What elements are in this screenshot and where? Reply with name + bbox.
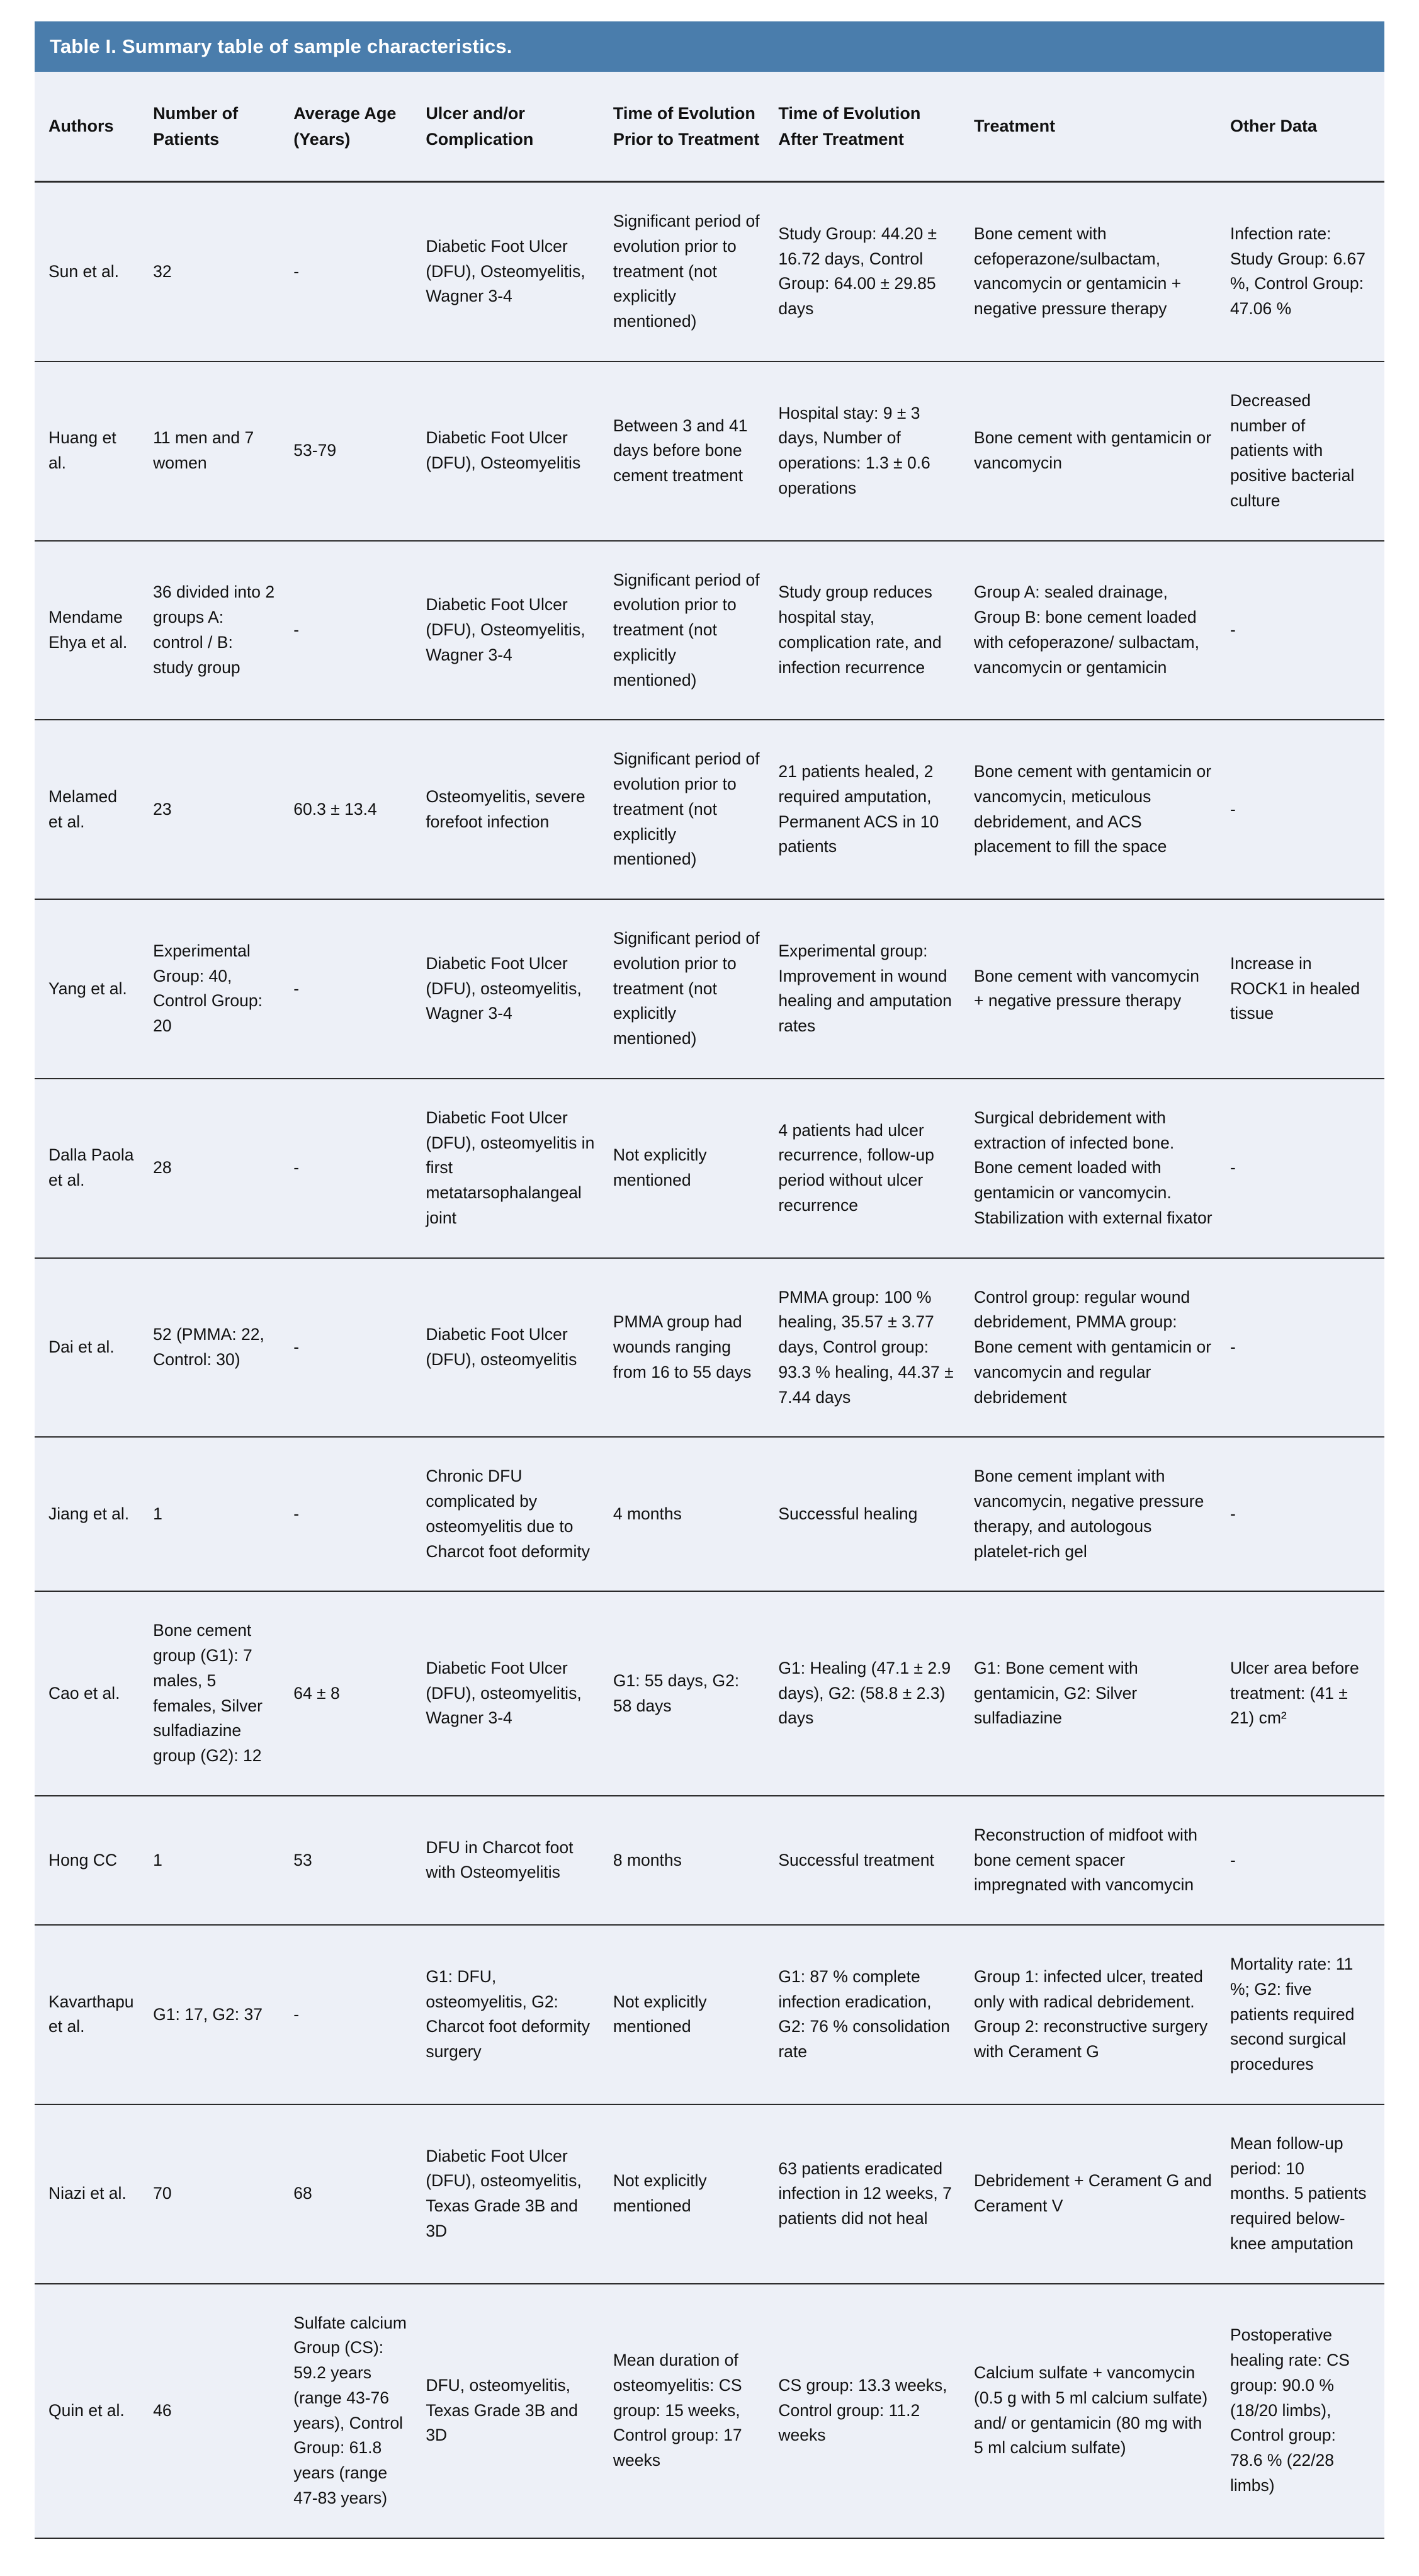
column-header-ulcer: Ulcer and/or Complication bbox=[426, 72, 613, 182]
table-cell: G1: DFU, osteomyelitis, G2: Charcot foot deformity surgery bbox=[426, 1925, 613, 2104]
table-cell: - bbox=[293, 1079, 426, 1258]
column-header-treatment: Treatment bbox=[974, 72, 1230, 182]
table-row bbox=[35, 541, 1384, 720]
table-cell: 68 bbox=[293, 2104, 426, 2284]
table-cell: - bbox=[293, 182, 426, 361]
table-cell: 36 divided into 2 groups A: control / B: study group bbox=[153, 541, 293, 720]
table-cell: G1: 87 % complete infection eradication, G2: 76 % consolidation rate bbox=[778, 1925, 974, 2104]
table-cell: DFU, osteomyelitis, Texas Grade 3B and 3D bbox=[426, 2284, 613, 2538]
table-cell: Increase in ROCK1 in healed tissue bbox=[1230, 899, 1384, 1079]
table-cell: PMMA group: 100 % healing, 35.57 ± 3.77 days, Control group: 93.3 % healing, 44.37 ± 7.44 days bbox=[778, 1258, 974, 1438]
table-cell: Bone cement implant with vancomycin, negative pressure therapy, and autologous platelet-rich gel bbox=[974, 1437, 1230, 1591]
table-cell: Significant period of evolution prior to treatment (not explicitly mentioned) bbox=[613, 720, 779, 899]
table-cell: Osteomyelitis, severe forefoot infection bbox=[426, 720, 613, 899]
table-cell: 4 patients had ulcer recurrence, follow-up period without ulcer recurrence bbox=[778, 1079, 974, 1258]
table-cell: 11 men and 7 women bbox=[153, 361, 293, 541]
table-header bbox=[35, 72, 1384, 182]
table-cell: 28 bbox=[153, 1079, 293, 1258]
table-title-bar bbox=[35, 21, 1384, 72]
table-cell: - bbox=[293, 1258, 426, 1438]
table-cell: 52 (PMMA: 22, Control: 30) bbox=[153, 1258, 293, 1438]
table-row bbox=[35, 720, 1384, 899]
table-title: Table I. Summary table of sample characteristics. bbox=[50, 35, 512, 57]
table-cell: Chronic DFU complicated by osteomyelitis due to Charcot foot deformity bbox=[426, 1437, 613, 1591]
table-cell: 63 patients eradicated infection in 12 weeks, 7 patients did not heal bbox=[778, 2104, 974, 2284]
table-cell: Dai et al. bbox=[35, 1258, 153, 1438]
column-header-authors: Authors bbox=[35, 72, 153, 182]
column-header-patients: Number of Patients bbox=[153, 72, 293, 182]
table-cell: 53-79 bbox=[293, 361, 426, 541]
column-header-other-data: Other Data bbox=[1230, 72, 1384, 182]
table-cell: Significant period of evolution prior to treatment (not explicitly mentioned) bbox=[613, 182, 779, 361]
table-cell: 46 bbox=[153, 2284, 293, 2538]
table-cell: G1: Healing (47.1 ± 2.9 days), G2: (58.8 ± 2.3) days bbox=[778, 1591, 974, 1796]
table-cell: 53 bbox=[293, 1796, 426, 1925]
table-cell: Diabetic Foot Ulcer (DFU), osteomyelitis bbox=[426, 1258, 613, 1438]
table-cell: Reconstruction of midfoot with bone cement spacer impregnated with vancomycin bbox=[974, 1796, 1230, 1925]
table-body bbox=[35, 182, 1384, 2538]
table-cell: Not explicitly mentioned bbox=[613, 1925, 779, 2104]
table-cell: Bone cement with gentamicin or vancomycin, meticulous debridement, and ACS placement to fill the space bbox=[974, 720, 1230, 899]
table-cell: Mean follow-up period: 10 months. 5 patients required below-knee amputation bbox=[1230, 2104, 1384, 2284]
table-cell: Diabetic Foot Ulcer (DFU), osteomyelitis in first metatarsophalangeal joint bbox=[426, 1079, 613, 1258]
table-cell: Successful healing bbox=[778, 1437, 974, 1591]
column-header-time-after: Time of Evolution After Treatment bbox=[778, 72, 974, 182]
table-cell: G1: Bone cement with gentamicin, G2: Silver sulfadiazine bbox=[974, 1591, 1230, 1796]
table-cell: 1 bbox=[153, 1796, 293, 1925]
table-cell: 60.3 ± 13.4 bbox=[293, 720, 426, 899]
table-cell: 64 ± 8 bbox=[293, 1591, 426, 1796]
table-cell: Decreased number of patients with positive bacterial culture bbox=[1230, 361, 1384, 541]
column-header-age: Average Age (Years) bbox=[293, 72, 426, 182]
table-cell: - bbox=[293, 899, 426, 1079]
table-cell: 70 bbox=[153, 2104, 293, 2284]
table-cell: 4 months bbox=[613, 1437, 779, 1591]
table-cell: 21 patients healed, 2 required amputation, Permanent ACS in 10 patients bbox=[778, 720, 974, 899]
table-cell: - bbox=[1230, 541, 1384, 720]
table-row bbox=[35, 1925, 1384, 2104]
table-row bbox=[35, 1258, 1384, 1438]
table-row bbox=[35, 1079, 1384, 1258]
table-cell: Debridement + Cerament G and Cerament V bbox=[974, 2104, 1230, 2284]
table-cell: PMMA group had wounds ranging from 16 to 55 days bbox=[613, 1258, 779, 1438]
table-cell: Not explicitly mentioned bbox=[613, 2104, 779, 2284]
table-cell: Not explicitly mentioned bbox=[613, 1079, 779, 1258]
table-row bbox=[35, 1591, 1384, 1796]
table-cell: Successful treatment bbox=[778, 1796, 974, 1925]
table-row bbox=[35, 2284, 1384, 2538]
table-cell: Quin et al. bbox=[35, 2284, 153, 2538]
table-cell: Experimental group: Improvement in wound healing and amputation rates bbox=[778, 899, 974, 1079]
table-cell: Experimental Group: 40, Control Group: 20 bbox=[153, 899, 293, 1079]
table-cell: Mendame Ehya et al. bbox=[35, 541, 153, 720]
table-cell: Bone cement group (G1): 7 males, 5 females, Silver sulfadiazine group (G2): 12 bbox=[153, 1591, 293, 1796]
table-cell: - bbox=[1230, 1258, 1384, 1438]
table-cell: Bone cement with cefoperazone/sulbactam, vancomycin or gentamicin + negative pressure therapy bbox=[974, 182, 1230, 361]
table-cell: CS group: 13.3 weeks, Control group: 11.2 weeks bbox=[778, 2284, 974, 2538]
table-cell: Mortality rate: 11 %; G2: five patients required second surgical procedures bbox=[1230, 1925, 1384, 2104]
table-row bbox=[35, 2104, 1384, 2284]
table-cell: Dalla Paola et al. bbox=[35, 1079, 153, 1258]
table-cell: - bbox=[293, 1925, 426, 2104]
table-cell: Jiang et al. bbox=[35, 1437, 153, 1591]
table-cell: G1: 55 days, G2: 58 days bbox=[613, 1591, 779, 1796]
table-cell: Significant period of evolution prior to treatment (not explicitly mentioned) bbox=[613, 899, 779, 1079]
table-cell: Yang et al. bbox=[35, 899, 153, 1079]
table-cell: Hong CC bbox=[35, 1796, 153, 1925]
table-cell: Diabetic Foot Ulcer (DFU), osteomyelitis, Wagner 3-4 bbox=[426, 899, 613, 1079]
table-cell: Diabetic Foot Ulcer (DFU), osteomyelitis, Wagner 3-4 bbox=[426, 1591, 613, 1796]
table-cell: G1: 17, G2: 37 bbox=[153, 1925, 293, 2104]
table-cell: Study Group: 44.20 ± 16.72 days, Control Group: 64.00 ± 29.85 days bbox=[778, 182, 974, 361]
table-cell: 32 bbox=[153, 182, 293, 361]
table-cell: Melamed et al. bbox=[35, 720, 153, 899]
table-cell: Between 3 and 41 days before bone cement treatment bbox=[613, 361, 779, 541]
table-cell: Huang et al. bbox=[35, 361, 153, 541]
table-cell: Hospital stay: 9 ± 3 days, Number of operations: 1.3 ± 0.6 operations bbox=[778, 361, 974, 541]
table-cell: Infection rate: Study Group: 6.67 %, Control Group: 47.06 % bbox=[1230, 182, 1384, 361]
table-cell: 8 months bbox=[613, 1796, 779, 1925]
table-cell: Calcium sulfate + vancomycin (0.5 g with 5 ml calcium sulfate) and/ or gentamicin (80 mg with 5 ml calcium sulfate) bbox=[974, 2284, 1230, 2538]
table-cell: - bbox=[1230, 1796, 1384, 1925]
table-row bbox=[35, 361, 1384, 541]
table-cell: Surgical debridement with extraction of infected bone. Bone cement loaded with gentamicin or vancomycin. Stabilization with external fixator bbox=[974, 1079, 1230, 1258]
table-cell: Diabetic Foot Ulcer (DFU), Osteomyelitis bbox=[426, 361, 613, 541]
table-row bbox=[35, 1437, 1384, 1591]
table-cell: Bone cement with gentamicin or vancomycin bbox=[974, 361, 1230, 541]
table-cell: Control group: regular wound debridement, PMMA group: Bone cement with gentamicin or vancomycin and regular debridement bbox=[974, 1258, 1230, 1438]
table-cell: Postoperative healing rate: CS group: 90.0 % (18/20 limbs), Control group: 78.6 % (22/28 limbs) bbox=[1230, 2284, 1384, 2538]
table-cell: 1 bbox=[153, 1437, 293, 1591]
table-cell: Kavarthapu et al. bbox=[35, 1925, 153, 2104]
table-cell: Bone cement with vancomycin + negative pressure therapy bbox=[974, 899, 1230, 1079]
table-cell: Ulcer area before treatment: (41 ± 21) cm² bbox=[1230, 1591, 1384, 1796]
table-row bbox=[35, 1796, 1384, 1925]
header-row bbox=[35, 72, 1384, 182]
table-cell: DFU in Charcot foot with Osteomyelitis bbox=[426, 1796, 613, 1925]
table-cell: Sulfate calcium Group (CS): 59.2 years (range 43-76 years), Control Group: 61.8 years (range 47-83 years) bbox=[293, 2284, 426, 2538]
table-cell: - bbox=[1230, 1437, 1384, 1591]
table-cell: Significant period of evolution prior to treatment (not explicitly mentioned) bbox=[613, 541, 779, 720]
table-cell: - bbox=[1230, 1079, 1384, 1258]
table-cell: - bbox=[1230, 720, 1384, 899]
table-cell: Cao et al. bbox=[35, 1591, 153, 1796]
table-cell: Niazi et al. bbox=[35, 2104, 153, 2284]
summary-table bbox=[35, 72, 1384, 2539]
table-cell: - bbox=[293, 1437, 426, 1591]
column-header-time-prior: Time of Evolution Prior to Treatment bbox=[613, 72, 779, 182]
table-cell: Sun et al. bbox=[35, 182, 153, 361]
table-cell: - bbox=[293, 541, 426, 720]
table-cell: Diabetic Foot Ulcer (DFU), Osteomyelitis, Wagner 3-4 bbox=[426, 541, 613, 720]
table-cell: 23 bbox=[153, 720, 293, 899]
table-cell: Group 1: infected ulcer, treated only with radical debridement. Group 2: reconstructive surgery with Cerament G bbox=[974, 1925, 1230, 2104]
table-cell: Diabetic Foot Ulcer (DFU), Osteomyelitis, Wagner 3-4 bbox=[426, 182, 613, 361]
table-cell: Diabetic Foot Ulcer (DFU), osteomyelitis, Texas Grade 3B and 3D bbox=[426, 2104, 613, 2284]
table-cell: Study group reduces hospital stay, complication rate, and infection recurrence bbox=[778, 541, 974, 720]
table-cell: Mean duration of osteomyelitis: CS group: 15 weeks, Control group: 17 weeks bbox=[613, 2284, 779, 2538]
table-cell: Group A: sealed drainage, Group B: bone cement loaded with cefoperazone/ sulbactam, vancomycin or gentamicin bbox=[974, 541, 1230, 720]
table-row bbox=[35, 899, 1384, 1079]
table-row bbox=[35, 182, 1384, 361]
